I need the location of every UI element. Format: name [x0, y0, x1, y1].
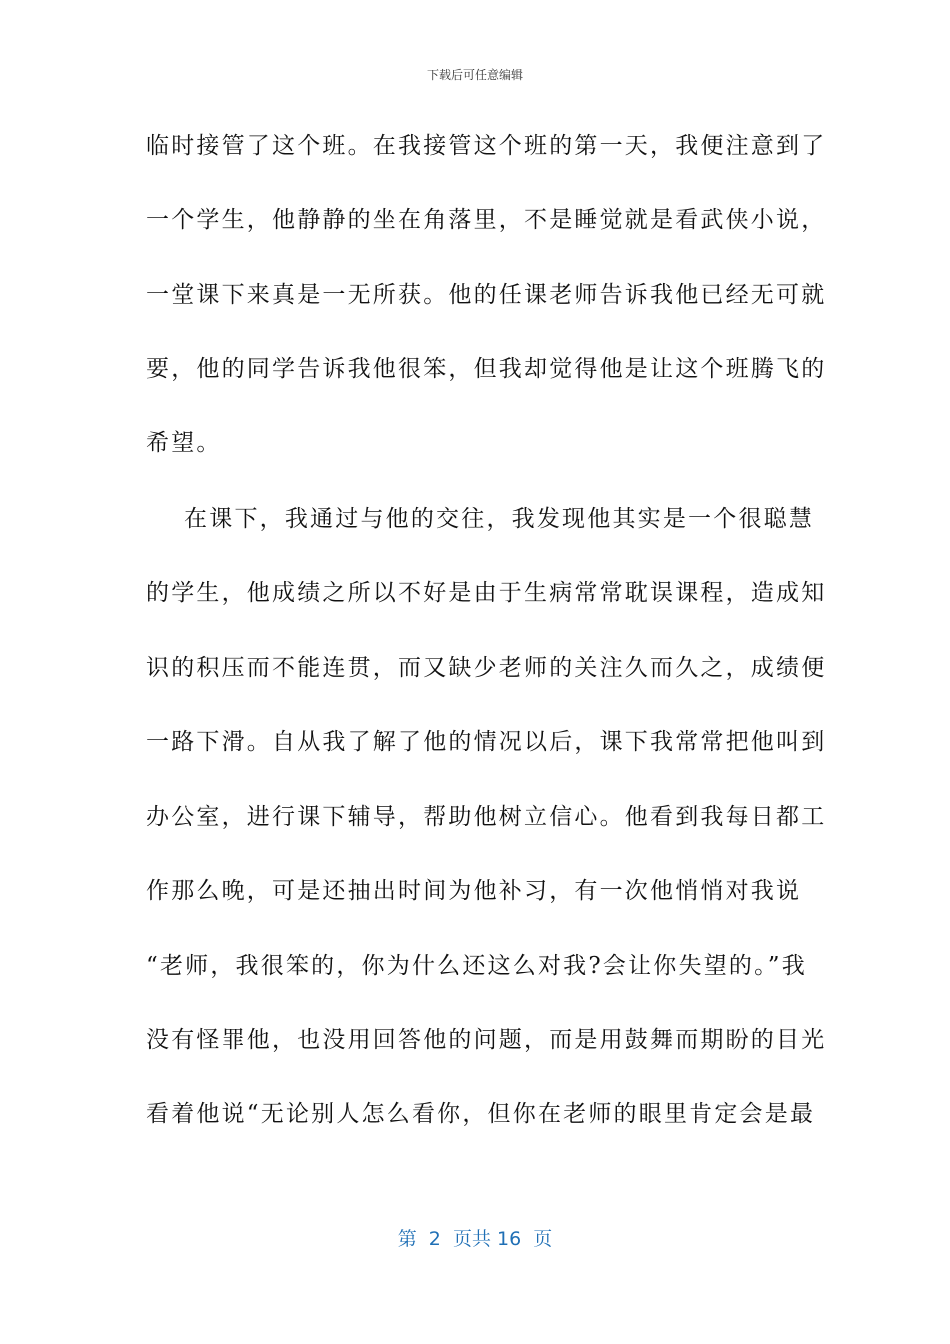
text-line: 作那么晚，可是还抽出时间为他补习，有一次他悄悄对我说 [146, 878, 802, 904]
text-line: 一堂课下来真是一无所获。他的任课老师告诉我他已经无可就 [146, 282, 827, 308]
text-line: 一路下滑。自从我了解了他的情况以后，课下我常常把他叫到 [146, 729, 827, 755]
text-line: 没有怪罪他，也没用回答他的问题，而是用鼓舞而期盼的目光 [146, 1027, 827, 1053]
text-line: 希望。 [146, 430, 222, 456]
page-number-footer: 第 2 页共 16 页 [397, 1228, 553, 1250]
text-line: 的学生，他成绩之所以不好是由于生病常常耽误课程，造成知 [146, 580, 827, 606]
text-line: 要，他的同学告诉我他很笨，但我却觉得他是让这个班腾飞的 [146, 356, 827, 382]
text-line: 临时接管了这个班。在我接管这个班的第一天，我便注意到了 [146, 133, 827, 159]
text-line: 看着他说“无论别人怎么看你，但你在老师的眼里肯定会是最 [146, 1101, 816, 1127]
text-line: “老师，我很笨的，你为什么还这么对我?会让你失望的。”我 [146, 953, 807, 979]
text-line: 办公室，进行课下辅导，帮助他树立信心。他看到我每日都工 [146, 804, 827, 830]
text-line: 一个学生，他静静的坐在角落里，不是睡觉就是看武侠小说， [146, 207, 827, 233]
page-header-note: 下载后可任意编辑 [426, 68, 523, 82]
text-line: 在课下，我通过与他的交往，我发现他其实是一个很聪慧 [146, 506, 815, 532]
text-line: 识的积压而不能连贯，而又缺少老师的关注久而久之，成绩便 [146, 655, 827, 681]
